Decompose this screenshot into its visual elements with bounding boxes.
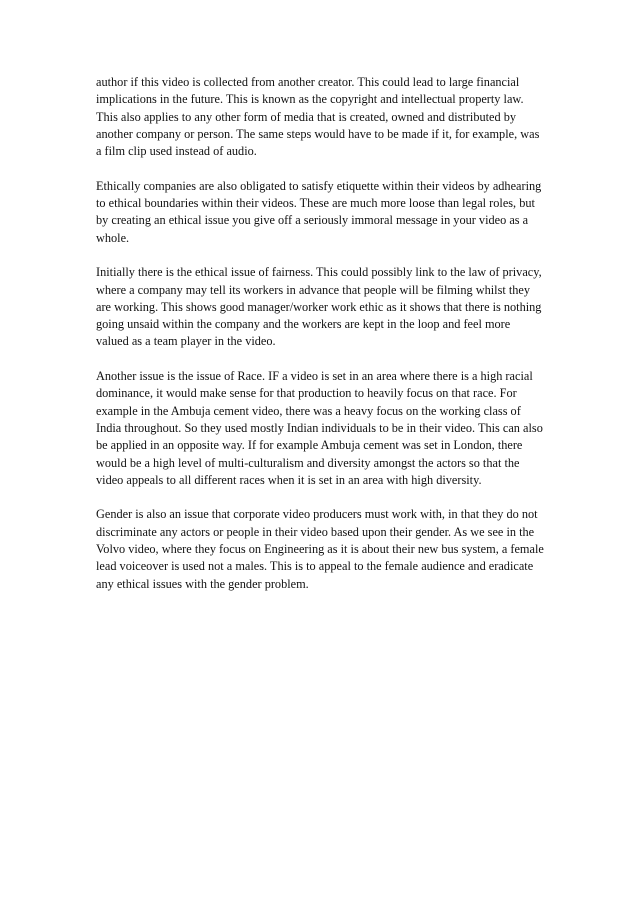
document-body xyxy=(96,74,546,610)
paragraph-gender: Gender is also an issue that corporate video producers must work with, in that they do not discriminate any actors or people in their video based upon their gender. As we see in the Volvo video, where they focus on Engineering as it is about their new bus system, a female lead voiceover is used not a males. This is to appeal to the female audience and eradicate any ethical issues with the gender problem. xyxy=(96,507,544,591)
paragraph-ethics: Ethically companies are also obligated to satisfy etiquette within their videos by adhearing to ethical boundaries within their videos. These are much more loose than legal roles, but by creating an ethical issue you give off a seriously immoral message in your video as a whole. xyxy=(96,178,542,245)
paragraph-race: Another issue is the issue of Race. IF a video is set in an area where there is a high racial dominance, it would make sense for that production to heavily focus on that race. For example in the Ambuja cement video, there was a heavy focus on the working class of India throughout. So they used mostly Indian individuals to be in their video. This can also be applied in an opposite way. If for example Ambuja cement was set in London, there would be a high level of multi-culturalism and diversity amongst the actors so that the video appeals to all different races when it is set in an area with high diversity. xyxy=(96,369,543,487)
paragraph-copyright: author if this video is collected from another creator. This could lead to large financial implications in the future. This is known as the copyright and intellectual property law. This also applies to any other form of media that is created, owned and distributed by another company or person. The same steps would have to be made if it, for example, was a film clip used instead of audio. xyxy=(96,75,540,159)
paragraph-fairness: Initially there is the ethical issue of fairness. This could possibly link to the law of privacy, where a company may tell its workers in advance that people will be filming whilst they are working. This shows good manager/worker work ethic as it shows that there is nothing going unsaid within the company and the workers are kept in the loop and feel more valued as a team player in the video. xyxy=(96,265,542,349)
